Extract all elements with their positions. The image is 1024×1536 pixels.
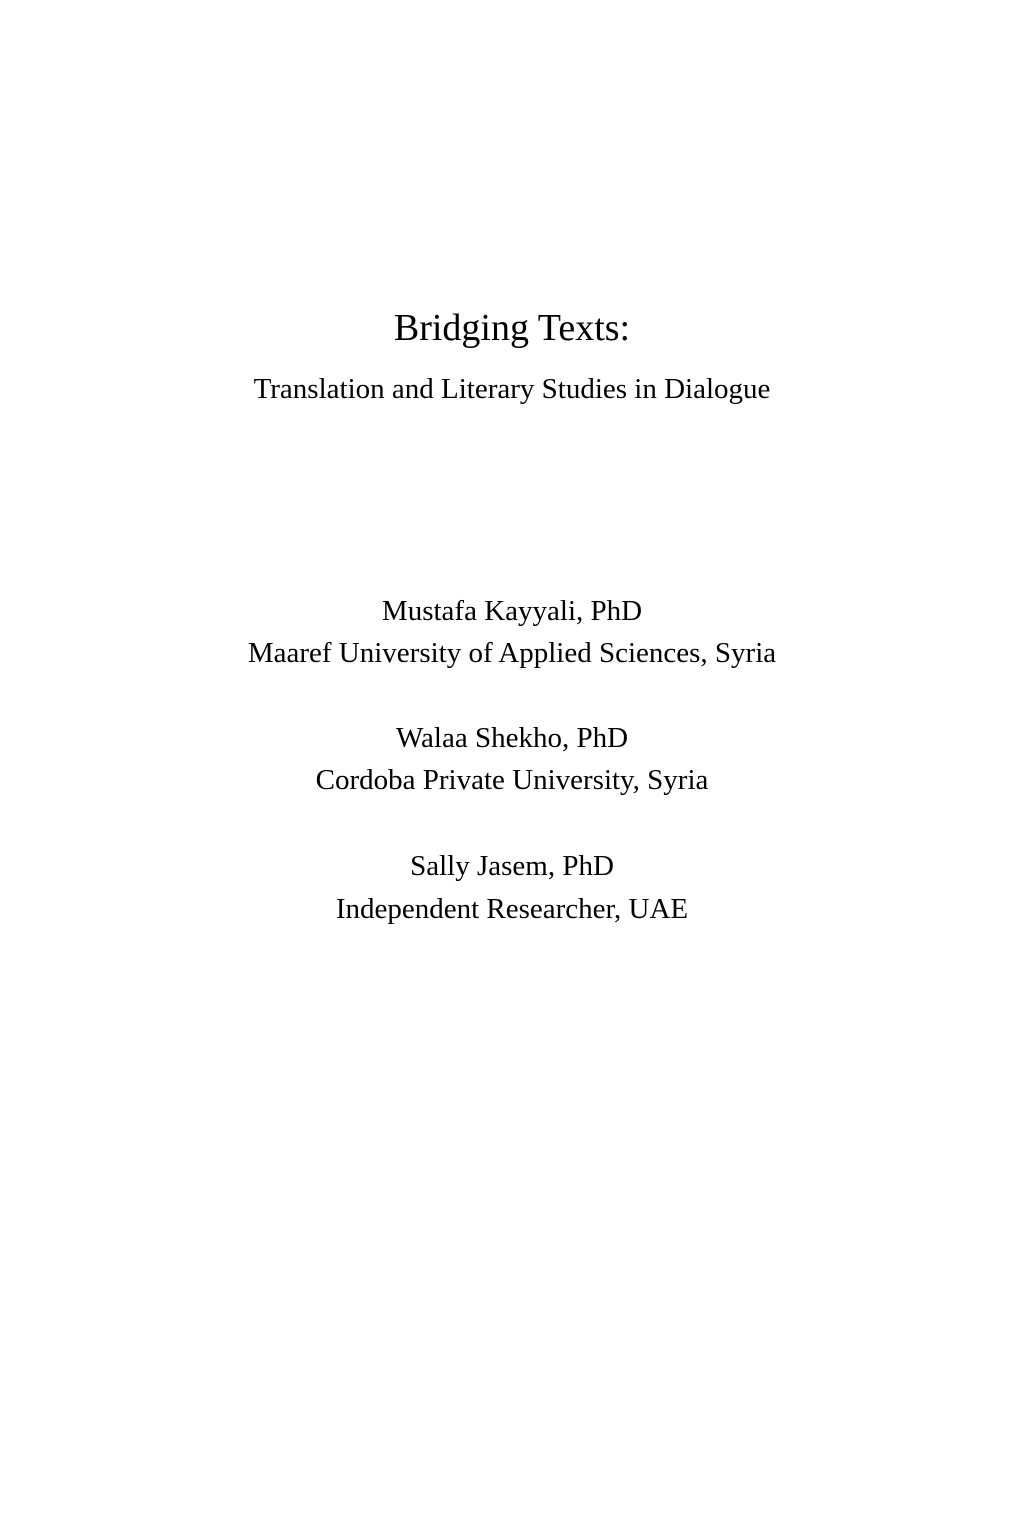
author-name: Mustafa Kayyali, PhD [381,595,643,627]
author-affiliation: Independent Researcher, UAE [335,893,689,925]
author-name: Sally Jasem, PhD [410,850,614,882]
author-name: Walaa Shekho, PhD [395,722,629,754]
author-affiliation: Maaref University of Applied Sciences, Syria [247,637,777,669]
book-subtitle: Translation and Literary Studies in Dialogue [253,373,771,405]
book-title: Bridging Texts: [393,307,631,349]
author-affiliation: Cordoba Private University, Syria [315,764,709,796]
